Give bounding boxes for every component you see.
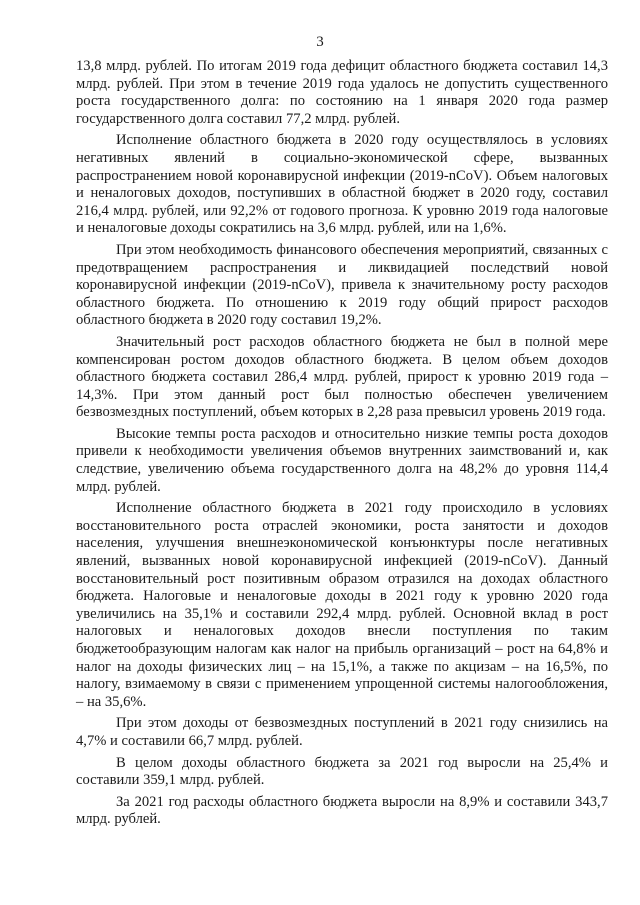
paragraph-continuation: 13,8 млрд. рублей. По итогам 2019 года дефицит областного бюджета составил 14,3 млрд. рублей. При этом в течение 2019 года удалось не допустить существенного роста государственного долга: по состоянию на 1 января 2020 года размер государственного долга составил 77,2 млрд. рублей. <box>76 58 608 127</box>
paragraph-2020-revenue: Значительный рост расходов областного бюджета не был в полной мере компенсирован ростом доходов областного бюджета. В целом объем доходов областного бюджета составил 286,4 млрд. рублей, прирост к уровню 2019 года – 14,3%. При этом данный рост был полностью обеспечен увеличением безвозмездных поступлений, объем которых в 2,28 раза превысил уровень 2019 года. <box>76 333 608 421</box>
paragraph-2020-debt: Высокие темпы роста расходов и относительно низкие темпы роста доходов привели к необходимости увеличения объемов внутренних заимствований и, как следствие, увеличению объема государственного долга на 48,2% до уровня 114,4 млрд. рублей. <box>76 425 608 495</box>
page-number: 3 <box>316 34 324 50</box>
document-body <box>76 58 608 833</box>
paragraph-2020-budget-execution: Исполнение областного бюджета в 2020 году осуществлялось в условиях негативных явлений в социально-экономической сфере, вызванных распространением новой коронавирусной инфекции (2019-nCoV). Объем налоговых и неналоговых доходов, поступивших в областной бюджет в 2020 году, составил 216,4 млрд. рублей, или 92,2% от годового прогноза. К уровню 2019 года налоговые и неналоговые доходы сократились на 3,6 млрд. рублей, или на 1,6%. <box>76 132 608 237</box>
paragraph-2020-expenses-growth: При этом необходимость финансового обеспечения мероприятий, связанных с предотвращением распространения и ликвидацией последствий новой коронавирусной инфекции (2019-nCoV), привела к значительному росту расходов областного бюджета. По отношению к 2019 году общий прирост расходов областного бюджета в 2020 году составил 19,2%. <box>76 241 608 329</box>
paragraph-2021-budget-execution: Исполнение областного бюджета в 2021 году происходило в условиях восстановительного роста отраслей экономики, роста занятости и доходов населения, улучшения внешнеэкономической конъюнктуры после негативных явлений, вызванных новой коронавирусной инфекцией (2019-nCoV). Данный восстановительный рост позитивным образом отразился на доходах областного бюджета. Налоговые и неналоговые доходы в 2021 году к уровню 2020 года увеличились на 35,1% и составили 292,4 млрд. рублей. Основной вклад в рост налоговых и неналоговых доходов внесли поступления по таким бюджетообразующим налогам как налог на прибыль организаций – рост на 64,8% и налог на доходы физических лиц – на 15,1%, а также по акцизам – на 16,5%, по налогу, взимаемому в связи с применением упрощенной системы налогообложения, – на 35,6%. <box>76 500 608 710</box>
paragraph-2021-total-revenue: В целом доходы областного бюджета за 2021 год выросли на 25,4% и составили 359,1 млрд. рублей. <box>76 754 608 789</box>
paragraph-2021-transfers: При этом доходы от безвозмездных поступлений в 2021 году снизились на 4,7% и составили 66,7 млрд. рублей. <box>76 715 608 749</box>
paragraph-2021-expenses: За 2021 год расходы областного бюджета выросли на 8,9% и составили 343,7 млрд. рублей. <box>76 793 608 828</box>
